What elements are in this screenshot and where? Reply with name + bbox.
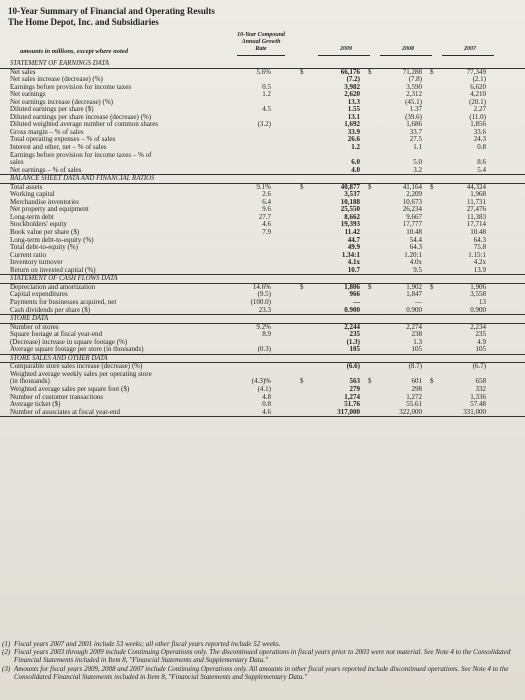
value-2008: 1.3 bbox=[413, 337, 422, 346]
value-2007: 11,731 bbox=[467, 197, 486, 206]
row-label: Earnings before provision for income taxes bbox=[10, 82, 132, 91]
row-label: Earnings before provision for income taxes – % of bbox=[10, 150, 152, 159]
cagr-value: (100.0) bbox=[250, 297, 271, 306]
value-2007: 4,210 bbox=[470, 90, 486, 99]
footnotes bbox=[0, 640, 520, 681]
cagr-value: 9.1% bbox=[256, 182, 271, 191]
row-label: Net sales increase (decrease) (%) bbox=[10, 75, 103, 84]
value-2008: 3.2 bbox=[413, 165, 422, 174]
footnote bbox=[0, 640, 520, 648]
cagr-value: 23.3 bbox=[258, 305, 271, 314]
row-label: Cash dividends per share ($) bbox=[10, 305, 91, 314]
row-label: Weighted average sales per square foot ($) bbox=[10, 384, 130, 393]
value-2007: 44,324 bbox=[466, 182, 486, 191]
value-2008: 71,288 bbox=[402, 67, 422, 76]
value-2008: 1.1 bbox=[413, 143, 422, 152]
value-2008: 33.7 bbox=[409, 127, 422, 136]
value-2008: 2,209 bbox=[406, 190, 422, 199]
row-label: Stockholders' equity bbox=[10, 220, 68, 229]
value-2007: (11.0) bbox=[469, 112, 486, 121]
value-2009: 19,393 bbox=[340, 220, 360, 229]
value-2007: 6,620 bbox=[470, 82, 486, 91]
value-2009: 10,188 bbox=[340, 197, 360, 206]
row-label: Capital expenditures bbox=[10, 290, 68, 299]
value-2009: 0.900 bbox=[344, 305, 360, 314]
value-2007: 0.8 bbox=[477, 143, 486, 152]
table-row bbox=[0, 167, 525, 176]
year-2009-header: 2009 bbox=[340, 46, 352, 52]
header-rule bbox=[318, 55, 370, 56]
value-2008: 27.5 bbox=[409, 135, 422, 144]
table-row bbox=[0, 244, 525, 252]
currency-sign: $ bbox=[430, 182, 434, 191]
footnote-number: (3) bbox=[2, 664, 11, 673]
footnote-number: (2) bbox=[2, 648, 11, 657]
value-2008: 10,673 bbox=[402, 197, 422, 206]
value-2007: 1,856 bbox=[470, 120, 486, 129]
currency-sign: $ bbox=[300, 182, 304, 191]
cagr-value: 0.5 bbox=[262, 82, 271, 91]
row-label: Diluted weighted average number of common shares bbox=[10, 120, 159, 129]
value-2008: 0.900 bbox=[406, 305, 422, 314]
value-2007: 57.48 bbox=[470, 400, 486, 409]
value-2009: 26.6 bbox=[347, 135, 360, 144]
cagr-value: 9.2% bbox=[256, 322, 271, 331]
footnote-text: Amounts for fiscal years 2009, 2008 and 2007 include Continuing Operations only. All amounts in other fiscal years reported include discontinued operations. See Note 4 to the Consolidated Financial Statements included in Item 8, "Financial Statements and Supplementary Data." bbox=[14, 664, 509, 681]
value-2007: 75.8 bbox=[473, 243, 486, 252]
currency-sign: $ bbox=[430, 67, 434, 76]
value-2009: 4.0 bbox=[351, 165, 360, 174]
cagr-value: (4.3)% bbox=[251, 377, 271, 386]
value-2009: 1,806 bbox=[344, 282, 360, 291]
row-label: Return on invested capital (%) bbox=[10, 265, 96, 274]
value-2008: 1,902 bbox=[406, 282, 422, 291]
value-2009: — bbox=[353, 297, 360, 306]
value-2007: (20.1) bbox=[469, 97, 486, 106]
value-2008: — bbox=[415, 297, 422, 306]
footnote-text: Fiscal years 2007 and 2001 include 53 weeks; all other fiscal years reported include 52 weeks. bbox=[14, 640, 281, 648]
value-2007: 11,383 bbox=[467, 212, 486, 221]
section-title: STORE DATA bbox=[10, 315, 49, 323]
value-2009: 49.9 bbox=[347, 243, 360, 252]
value-2007: 27,476 bbox=[466, 205, 486, 214]
value-2009: 8,662 bbox=[344, 212, 360, 221]
units-note: amounts in millions, except where noted bbox=[20, 48, 128, 55]
table-row bbox=[0, 252, 525, 260]
currency-sign: $ bbox=[430, 282, 434, 291]
value-2007: 33.6 bbox=[473, 127, 486, 136]
value-2008: 54.4 bbox=[409, 235, 422, 244]
row-label: Square footage at fiscal year-end bbox=[10, 330, 102, 339]
table-row bbox=[0, 346, 525, 355]
value-2007: 1.15:1 bbox=[468, 250, 486, 259]
value-2008: 2,274 bbox=[406, 322, 422, 331]
value-2007: 4.2x bbox=[473, 258, 486, 267]
document-title: 10-Year Summary of Financial and Operating Results bbox=[8, 6, 215, 16]
value-2009: 2,620 bbox=[344, 90, 360, 99]
row-label: Total debt-to-equity (%) bbox=[10, 243, 78, 252]
financial-table bbox=[0, 60, 525, 417]
value-2008: 64.3 bbox=[409, 243, 422, 252]
table-row bbox=[0, 237, 525, 245]
value-2009: 105 bbox=[349, 345, 360, 354]
value-2009: 1.55 bbox=[347, 105, 360, 114]
header-rule bbox=[380, 55, 432, 56]
value-2009: 1.2 bbox=[351, 143, 360, 152]
footnote bbox=[0, 648, 520, 664]
value-2009: 13.3 bbox=[347, 97, 360, 106]
value-2007: (2.1) bbox=[472, 75, 486, 84]
cagr-value: 4.5 bbox=[262, 105, 271, 114]
value-2009: 10.7 bbox=[347, 265, 360, 274]
row-label: Net earnings increase (decrease) (%) bbox=[10, 97, 113, 106]
section-title: STATEMENT OF CASH FLOWS DATA bbox=[10, 275, 118, 283]
row-label: Payments for businesses acquired, net bbox=[10, 297, 117, 306]
value-2008: 41,164 bbox=[402, 182, 422, 191]
row-label: Book value per share ($) bbox=[10, 228, 80, 237]
value-2009: 563 bbox=[349, 377, 360, 386]
cagr-value: (4.1) bbox=[257, 384, 271, 393]
value-2008: 1,686 bbox=[406, 120, 422, 129]
currency-sign: $ bbox=[368, 377, 372, 386]
value-2007: 332 bbox=[475, 384, 486, 393]
section-title: BALANCE SHEET DATA AND FINANCIAL RATIOS bbox=[10, 175, 155, 183]
row-label: Working capital bbox=[10, 190, 55, 199]
row-label: Number of associates at fiscal year-end bbox=[10, 407, 121, 416]
row-label: (Decrease) increase in square footage (%) bbox=[10, 337, 128, 346]
currency-sign: $ bbox=[300, 377, 304, 386]
row-label: Comparable store sales increase (decrease) (%) bbox=[10, 362, 143, 371]
value-2009: 11.42 bbox=[344, 228, 360, 237]
value-2008: 3,590 bbox=[406, 82, 422, 91]
cagr-value: 27.7 bbox=[258, 212, 271, 221]
currency-sign: $ bbox=[368, 67, 372, 76]
value-2007: 17,714 bbox=[466, 220, 486, 229]
cagr-value: 14.6% bbox=[252, 282, 271, 291]
row-label: Diluted earnings per share increase (decrease) (%) bbox=[10, 112, 152, 121]
cagr-value: 1.2 bbox=[262, 90, 271, 99]
value-2009: 44.7 bbox=[347, 235, 360, 244]
table-row bbox=[0, 267, 525, 276]
value-2008: (45.1) bbox=[405, 97, 422, 106]
value-2009: 1.34:1 bbox=[341, 250, 360, 259]
value-2007: 1,336 bbox=[470, 392, 486, 401]
row-label: Interest and other, net – % of sales bbox=[10, 143, 107, 152]
cagr-value: 0.8 bbox=[262, 400, 271, 409]
footnote-text: Fiscal years 2003 through 2009 include Continuing Operations only. The discontinued operations in fiscal years prior to 2003 were not material. See Note 4 to the Consolidated Financial Statements included in Item 8, "Financial Statements and Supplementary Data." bbox=[14, 648, 511, 665]
cagr-value: 4.6 bbox=[262, 220, 271, 229]
row-label: Long-term debt-to-equity (%) bbox=[10, 235, 94, 244]
cagr-value: (9.5) bbox=[257, 290, 271, 299]
cagr-value: 4.8 bbox=[262, 392, 271, 401]
value-2008: 4.0x bbox=[409, 258, 422, 267]
value-2009: 235 bbox=[349, 330, 360, 339]
value-2009: 1,274 bbox=[344, 392, 360, 401]
row-label: Net property and equipment bbox=[10, 205, 89, 214]
row-label: Weighted average weekly sales per operating store bbox=[10, 369, 152, 378]
row-label: Depreciation and amortization bbox=[10, 282, 96, 291]
row-label: Number of customer transactions bbox=[10, 392, 104, 401]
value-2007: 13.9 bbox=[473, 265, 486, 274]
value-2007: 658 bbox=[475, 377, 486, 386]
row-label: Net earnings – % of sales bbox=[10, 165, 82, 174]
currency-sign: $ bbox=[300, 67, 304, 76]
value-2008: 1,272 bbox=[406, 392, 422, 401]
value-2007: 5.4 bbox=[477, 165, 486, 174]
table-row bbox=[0, 307, 525, 316]
value-2007: 0.900 bbox=[470, 305, 486, 314]
value-2009: 66,176 bbox=[340, 67, 360, 76]
row-label: Net sales bbox=[10, 67, 36, 76]
cagr-value: 8.9 bbox=[262, 330, 271, 339]
currency-sign: $ bbox=[430, 377, 434, 386]
value-2009: 317,000 bbox=[337, 407, 360, 416]
value-2009: 1,692 bbox=[344, 120, 360, 129]
value-2009: 2,244 bbox=[344, 322, 360, 331]
row-label: sales bbox=[10, 158, 24, 167]
cagr-value: 6.4 bbox=[262, 197, 271, 206]
value-2007: 10.48 bbox=[470, 228, 486, 237]
value-2008: 9.5 bbox=[413, 265, 422, 274]
value-2009: 966 bbox=[349, 290, 360, 299]
value-2008: 1,847 bbox=[406, 290, 422, 299]
value-2007: 24.3 bbox=[473, 135, 486, 144]
year-2008-header: 2008 bbox=[402, 46, 414, 52]
table-row bbox=[0, 409, 525, 418]
value-2008: (39.6) bbox=[405, 112, 422, 121]
row-label: Number of stores bbox=[10, 322, 59, 331]
row-label: Total assets bbox=[10, 182, 43, 191]
row-label: Diluted earnings per share ($) bbox=[10, 105, 94, 114]
value-2008: 9,667 bbox=[406, 212, 422, 221]
value-2009: 6.0 bbox=[351, 158, 360, 167]
cagr-value: 2.6 bbox=[262, 190, 271, 199]
row-label: Net earnings bbox=[10, 90, 46, 99]
value-2007: 105 bbox=[475, 345, 486, 354]
value-2008: 1.37 bbox=[409, 105, 422, 114]
value-2007: 13 bbox=[479, 297, 486, 306]
currency-sign: $ bbox=[368, 182, 372, 191]
value-2007: 331,000 bbox=[463, 407, 486, 416]
document-subtitle: The Home Depot, Inc. and Subsidiaries bbox=[8, 17, 159, 27]
cagr-value: (0.3) bbox=[257, 345, 271, 354]
footnote bbox=[0, 665, 520, 681]
value-2007: 2.27 bbox=[473, 105, 486, 114]
cagr-value: 4.6 bbox=[262, 407, 271, 416]
value-2008: 322,000 bbox=[399, 407, 422, 416]
value-2009: 4.1x bbox=[347, 258, 360, 267]
value-2009: 51.76 bbox=[344, 400, 360, 409]
currency-sign: $ bbox=[368, 282, 372, 291]
value-2009: 13.1 bbox=[347, 112, 360, 121]
row-label: Gross margin – % of sales bbox=[10, 127, 84, 136]
header-rule bbox=[237, 55, 285, 56]
value-2007: 2,234 bbox=[470, 322, 486, 331]
value-2008: 2,312 bbox=[406, 90, 422, 99]
document-header bbox=[8, 6, 215, 28]
value-2009: (1.3) bbox=[346, 337, 360, 346]
value-2008: 238 bbox=[411, 330, 422, 339]
cagr-value: 9.6 bbox=[262, 205, 271, 214]
row-label: Current ratio bbox=[10, 250, 46, 259]
section-title: STATEMENT OF EARNINGS DATA bbox=[10, 60, 109, 67]
value-2007: 4.9 bbox=[477, 337, 486, 346]
year-2007-header: 2007 bbox=[464, 46, 476, 52]
row-label: Long-term debt bbox=[10, 212, 54, 221]
value-2009: 279 bbox=[349, 384, 360, 393]
value-2008: 55.61 bbox=[406, 400, 422, 409]
value-2008: (7.8) bbox=[408, 75, 422, 84]
row-label: Average square footage per store (in thousands) bbox=[10, 345, 144, 354]
cagr-value: 7.9 bbox=[262, 228, 271, 237]
cagr-value: (3.2) bbox=[257, 120, 271, 129]
value-2007: (6.7) bbox=[472, 362, 486, 371]
value-2008: 298 bbox=[411, 384, 422, 393]
footnote-number: (1) bbox=[2, 640, 11, 648]
value-2009: (6.6) bbox=[346, 362, 360, 371]
value-2009: 33.9 bbox=[347, 127, 360, 136]
header-rule bbox=[442, 55, 494, 56]
value-2007: 1,968 bbox=[470, 190, 486, 199]
value-2008: 17,777 bbox=[402, 220, 422, 229]
value-2007: 3,558 bbox=[470, 290, 486, 299]
value-2007: 77,349 bbox=[466, 67, 486, 76]
value-2008: 601 bbox=[411, 377, 422, 386]
value-2007: 1,906 bbox=[470, 282, 486, 291]
value-2008: 10.48 bbox=[406, 228, 422, 237]
value-2009: 3,537 bbox=[344, 190, 360, 199]
row-label: Merchandise inventories bbox=[10, 197, 80, 206]
value-2008: 5.0 bbox=[413, 158, 422, 167]
section-title: STORE SALES AND OTHER DATA bbox=[10, 354, 108, 362]
table-row bbox=[0, 152, 525, 160]
value-2009: (7.2) bbox=[346, 75, 360, 84]
cagr-column-header: 10-Year Compound Annual Growth Rate bbox=[237, 32, 285, 52]
value-2007: 64.3 bbox=[473, 235, 486, 244]
value-2009: 40,877 bbox=[340, 182, 360, 191]
value-2009: 25,550 bbox=[340, 205, 360, 214]
row-label: Total operating expenses – % of sales bbox=[10, 135, 116, 144]
value-2008: 105 bbox=[411, 345, 422, 354]
value-2007: 235 bbox=[475, 330, 486, 339]
value-2009: 3,982 bbox=[344, 82, 360, 91]
currency-sign: $ bbox=[300, 282, 304, 291]
value-2008: (8.7) bbox=[408, 362, 422, 371]
value-2008: 1.20:1 bbox=[404, 250, 422, 259]
row-label: (in thousands) bbox=[10, 377, 50, 386]
row-label: Inventory turnover bbox=[10, 258, 63, 267]
value-2007: 8.6 bbox=[477, 158, 486, 167]
cagr-value: 5.6% bbox=[256, 67, 271, 76]
row-label: Average ticket ($) bbox=[10, 400, 61, 409]
value-2008: 26,234 bbox=[402, 205, 422, 214]
